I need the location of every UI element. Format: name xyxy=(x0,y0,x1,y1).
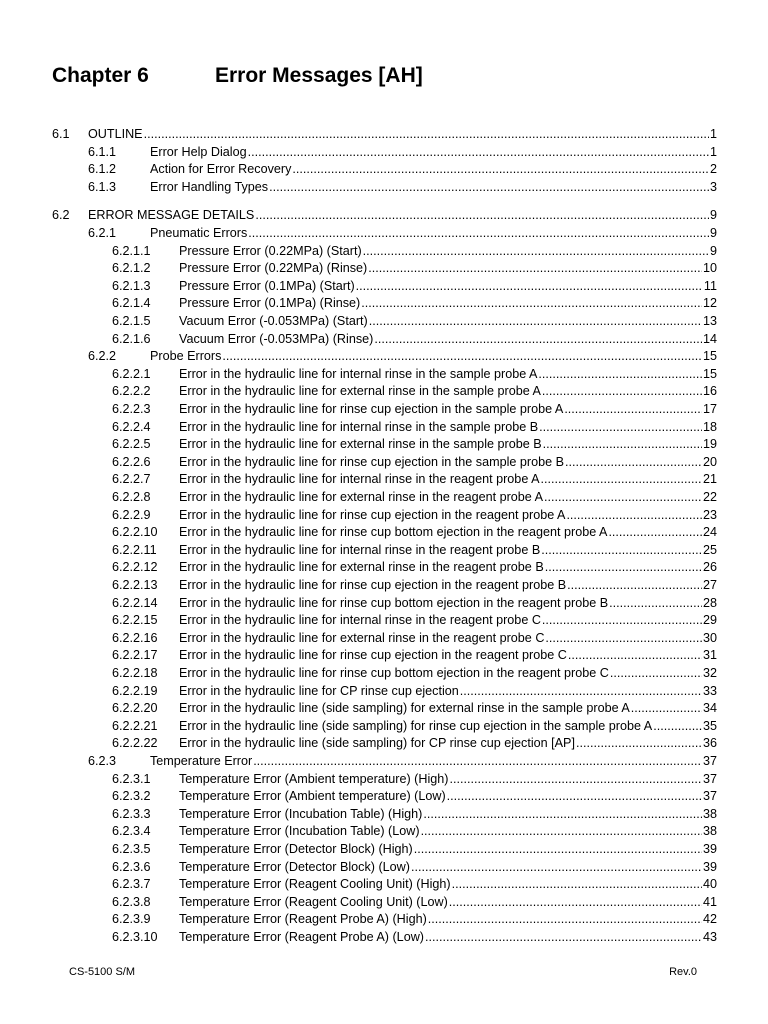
toc-leader-dots xyxy=(447,788,702,805)
toc-leader-dots xyxy=(369,313,702,330)
toc-entry[interactable] xyxy=(112,806,717,823)
toc-entry[interactable] xyxy=(112,243,717,260)
toc-entry-page: 33 xyxy=(702,683,717,698)
toc-entry-number: 6.2.2.9 xyxy=(112,507,151,522)
toc-entry-number: 6.2.2.15 xyxy=(112,613,158,628)
toc-entry-title: Temperature Error (Reagent Probe A) (High) xyxy=(179,912,427,927)
toc-entry-page: 14 xyxy=(702,331,717,346)
toc-leader-dots xyxy=(222,348,702,365)
toc-leader-dots xyxy=(566,507,702,524)
toc-entry-title: ERROR MESSAGE DETAILS xyxy=(88,208,255,223)
toc-entry-title: Error in the hydraulic line for rinse cup ejection in the reagent probe B xyxy=(179,578,567,592)
toc-entry[interactable] xyxy=(112,331,717,348)
toc-entry[interactable] xyxy=(112,612,717,629)
toc-entry-number: 6.2.1.5 xyxy=(112,314,151,328)
toc-entry-number: 6.2.2.19 xyxy=(112,683,158,698)
toc-entry-title: Vacuum Error (-0.053MPa) (Rinse) xyxy=(179,331,374,346)
toc-entry-page: 42 xyxy=(702,912,717,927)
toc-entry[interactable] xyxy=(112,278,717,295)
toc-entry[interactable] xyxy=(88,348,717,365)
toc-entry[interactable] xyxy=(112,383,717,400)
toc-entry-title: Error in the hydraulic line for internal rinse in the reagent probe B xyxy=(179,542,541,557)
toc-entry-page: 9 xyxy=(709,226,717,240)
toc-leader-dots xyxy=(653,718,702,735)
toc-leader-dots xyxy=(421,823,702,840)
toc-leader-dots xyxy=(414,841,702,858)
toc-entry-number: 6.2.3.9 xyxy=(112,912,151,927)
toc-entry-title: Temperature Error (Reagent Cooling Unit) (Low) xyxy=(179,894,448,909)
toc-entry-page: 37 xyxy=(702,754,717,768)
toc-entry-title: Pressure Error (0.1MPa) (Rinse) xyxy=(179,296,361,311)
toc-entry-page: 2 xyxy=(709,162,717,177)
toc-entry[interactable] xyxy=(112,683,717,700)
toc-leader-dots xyxy=(576,735,702,752)
toc-entry-title: Temperature Error (Reagent Probe A) (Low) xyxy=(179,930,424,944)
toc-entry-number: 6.1 xyxy=(52,127,70,141)
toc-entry-title: Error in the hydraulic line for external rinse in the sample probe A xyxy=(179,384,541,399)
toc-entry-title: Error in the hydraulic line for rinse cup ejection in the sample probe B xyxy=(179,454,565,469)
toc-entry-number: 6.2.2.2 xyxy=(112,384,151,399)
toc-entry-page: 10 xyxy=(702,261,717,276)
toc-leader-dots xyxy=(544,489,702,506)
toc-entry-page: 9 xyxy=(709,208,717,223)
toc-entry[interactable] xyxy=(112,454,717,471)
toc-entry[interactable] xyxy=(112,524,717,541)
toc-leader-dots xyxy=(631,700,702,717)
toc-entry-title: Error in the hydraulic line for external rinse in the sample probe B xyxy=(179,437,542,452)
toc-entry-title: Action for Error Recovery xyxy=(150,162,292,177)
toc-leader-dots xyxy=(449,894,702,911)
toc-entry[interactable] xyxy=(112,542,717,559)
toc-entry-number: 6.2.2.3 xyxy=(112,402,151,416)
toc-entry-page: 15 xyxy=(702,349,717,364)
toc-leader-dots xyxy=(568,647,702,664)
toc-leader-dots xyxy=(292,161,709,178)
toc-entry-title: Error in the hydraulic line (side sampling) for rinse cup ejection in the sample probe A xyxy=(179,718,653,733)
toc-entry-page: 22 xyxy=(702,490,717,504)
toc-leader-dots xyxy=(248,144,709,161)
toc-leader-dots xyxy=(460,683,702,700)
toc-entry-number: 6.2.3.5 xyxy=(112,842,151,856)
toc-entry-title: Temperature Error (Detector Block) (Low) xyxy=(179,859,410,874)
toc-entry[interactable] xyxy=(112,295,717,312)
toc-entry-title: Vacuum Error (-0.053MPa) (Start) xyxy=(179,314,368,328)
toc-entry-number: 6.2.3 xyxy=(88,754,117,768)
toc-entry[interactable] xyxy=(112,313,717,330)
toc-entry-number: 6.2.1 xyxy=(88,226,117,240)
toc-entry-number: 6.2.2.22 xyxy=(112,736,158,751)
toc-entry[interactable] xyxy=(112,911,717,928)
toc-entry[interactable] xyxy=(112,894,717,911)
toc-entry-number: 6.1.3 xyxy=(88,179,117,194)
toc-leader-dots xyxy=(565,454,702,471)
toc-entry-page: 27 xyxy=(702,578,717,592)
toc-entry-page: 24 xyxy=(702,525,717,540)
toc-leader-dots xyxy=(539,419,702,436)
toc-entry-page: 11 xyxy=(703,278,717,293)
toc-entry-title: Error in the hydraulic line for external rinse in the reagent probe A xyxy=(179,490,544,504)
toc-entry-page: 1 xyxy=(709,144,717,159)
toc-entry-page: 31 xyxy=(702,648,717,663)
toc-entry[interactable] xyxy=(112,929,717,946)
toc-entry-title: Temperature Error (Reagent Cooling Unit) (High) xyxy=(179,877,451,892)
toc-entry-page: 37 xyxy=(702,771,717,786)
toc-leader-dots xyxy=(356,278,703,295)
toc-leader-dots xyxy=(269,179,709,196)
toc-entry[interactable] xyxy=(88,144,717,161)
toc-entry[interactable] xyxy=(88,179,717,196)
toc-entry-title: Error in the hydraulic line for external rinse in the reagent probe B xyxy=(179,560,544,575)
toc-entry-page: 17 xyxy=(702,402,717,416)
toc-entry-page: 43 xyxy=(702,930,717,944)
toc-entry[interactable] xyxy=(112,419,717,436)
toc-entry[interactable] xyxy=(88,753,717,770)
toc-entry-number: 6.2.2.12 xyxy=(112,560,158,575)
toc-leader-dots xyxy=(248,225,709,242)
toc-entry-page: 34 xyxy=(702,701,717,716)
toc-entry[interactable] xyxy=(112,260,717,277)
toc-leader-dots xyxy=(609,595,702,612)
toc-leader-dots xyxy=(255,207,709,224)
toc-leader-dots xyxy=(361,295,702,312)
toc-entry[interactable] xyxy=(52,207,717,224)
toc-entry-number: 6.2.2.18 xyxy=(112,666,158,680)
toc-entry-number: 6.2.1.6 xyxy=(112,331,151,346)
toc-entry-page: 3 xyxy=(709,179,717,194)
toc-leader-dots xyxy=(610,665,702,682)
toc-entry-number: 6.2.2.13 xyxy=(112,578,158,592)
toc-entry-number: 6.2.3.8 xyxy=(112,894,151,909)
toc-entry-number: 6.1.1 xyxy=(88,144,117,159)
toc-entry-title: Pressure Error (0.1MPa) (Start) xyxy=(179,278,355,293)
toc-entry-page: 25 xyxy=(702,542,717,557)
toc-entry-page: 12 xyxy=(702,296,717,311)
toc-entry[interactable] xyxy=(112,507,717,524)
toc-entry[interactable] xyxy=(112,401,717,418)
toc-entry-title: Temperature Error (Detector Block) (High) xyxy=(179,842,413,856)
toc-entry-number: 6.2.3.4 xyxy=(112,824,151,839)
toc-entry-number: 6.2.1.2 xyxy=(112,261,151,276)
toc-leader-dots xyxy=(545,630,702,647)
toc-entry-title: Error in the hydraulic line (side sampling) for CP rinse cup ejection [AP] xyxy=(179,736,575,751)
toc-entry-page: 1 xyxy=(709,127,717,141)
toc-entry-page: 28 xyxy=(702,595,717,610)
toc-entry-title: Error in the hydraulic line for rinse cup bottom ejection in the reagent probe B xyxy=(179,595,609,610)
toc-leader-dots xyxy=(608,524,702,541)
toc-entry-title: OUTLINE xyxy=(88,127,143,141)
toc-entry[interactable] xyxy=(112,859,717,876)
toc-entry-number: 6.2.2.17 xyxy=(112,648,158,663)
toc-entry[interactable] xyxy=(112,788,717,805)
toc-entry[interactable] xyxy=(112,718,717,735)
toc-entry-page: 9 xyxy=(709,243,717,258)
toc-leader-dots xyxy=(425,929,702,946)
toc-entry-title: Probe Errors xyxy=(150,349,222,364)
toc-entry-number: 6.2.1.4 xyxy=(112,296,151,311)
toc-entry[interactable] xyxy=(112,665,717,682)
toc-entry-number: 6.2.2.4 xyxy=(112,419,151,434)
toc-entry-title: Pressure Error (0.22MPa) (Start) xyxy=(179,243,362,258)
toc-entry[interactable] xyxy=(88,161,717,178)
toc-leader-dots xyxy=(374,331,702,348)
toc-leader-dots xyxy=(564,401,702,418)
toc-entry-number: 6.2.2 xyxy=(88,349,117,364)
toc-entry-number: 6.2.2.8 xyxy=(112,490,151,504)
toc-leader-dots xyxy=(542,383,702,400)
footer-document-id: CS-5100 S/M xyxy=(69,966,136,978)
toc-entry-page: 15 xyxy=(702,366,717,381)
toc-entry-title: Error in the hydraulic line for internal rinse in the reagent probe C xyxy=(179,613,541,628)
toc-entry-number: 6.2.3.6 xyxy=(112,859,151,874)
toc-entry-title: Error in the hydraulic line for rinse cup ejection in the sample probe A xyxy=(179,402,564,416)
toc-leader-dots xyxy=(541,542,702,559)
toc-leader-dots xyxy=(411,859,702,876)
toc-entry-page: 35 xyxy=(702,718,717,733)
toc-entry-title: Error in the hydraulic line for rinse cup bottom ejection in the reagent probe A xyxy=(179,525,608,540)
toc-entry[interactable] xyxy=(112,771,717,788)
toc-entry-page: 40 xyxy=(702,877,717,892)
toc-leader-dots xyxy=(545,559,702,576)
toc-entry-title: Error in the hydraulic line for internal rinse in the reagent probe A xyxy=(179,472,540,487)
toc-leader-dots xyxy=(368,260,702,277)
toc-entry-title: Error in the hydraulic line for rinse cup ejection in the reagent probe C xyxy=(179,648,567,663)
toc-entry-page: 38 xyxy=(702,806,717,821)
toc-entry-page: 19 xyxy=(702,437,717,452)
toc-entry[interactable] xyxy=(112,471,717,488)
toc-leader-dots xyxy=(428,911,702,928)
toc-entry-number: 6.2.1.3 xyxy=(112,278,151,293)
toc-entry-page: 26 xyxy=(702,560,717,575)
toc-entry-title: Temperature Error xyxy=(150,754,253,768)
toc-entry-number: 6.2.2.14 xyxy=(112,595,158,610)
toc-entry[interactable] xyxy=(112,577,717,594)
toc-entry-page: 39 xyxy=(702,842,717,856)
toc-entry-page: 18 xyxy=(702,419,717,434)
toc-entry-number: 6.2.2.11 xyxy=(112,542,157,557)
toc-entry-page: 30 xyxy=(702,630,717,645)
toc-entry-number: 6.2.3.10 xyxy=(112,930,158,944)
toc-entry-page: 37 xyxy=(702,789,717,804)
toc-entry-page: 41 xyxy=(702,894,717,909)
toc-leader-dots xyxy=(452,876,702,893)
toc-entry-number: 6.2.1.1 xyxy=(112,243,151,258)
toc-leader-dots xyxy=(538,366,702,383)
toc-entry-number: 6.2.2.6 xyxy=(112,454,151,469)
toc-entry[interactable] xyxy=(112,876,717,893)
toc-entry-number: 6.2.3.2 xyxy=(112,789,151,804)
toc-entry-page: 39 xyxy=(702,859,717,874)
toc-entry[interactable] xyxy=(112,823,717,840)
toc-entry-title: Pressure Error (0.22MPa) (Rinse) xyxy=(179,261,368,276)
toc-entry-page: 16 xyxy=(702,384,717,399)
toc-entry[interactable] xyxy=(112,436,717,453)
toc-entry-number: 6.2.2.1 xyxy=(112,366,151,381)
toc-entry-number: 6.2.3.3 xyxy=(112,806,151,821)
chapter-title: Error Messages [AH] xyxy=(215,64,423,87)
toc-entry-number: 6.2.2.7 xyxy=(112,472,151,487)
toc-entry-page: 38 xyxy=(702,824,717,839)
toc-entry-number: 6.2.3.1 xyxy=(112,771,151,786)
toc-entry-number: 6.1.2 xyxy=(88,162,117,177)
toc-entry[interactable] xyxy=(112,647,717,664)
toc-entry-title: Temperature Error (Incubation Table) (High) xyxy=(179,806,423,821)
toc-entry[interactable] xyxy=(112,489,717,506)
toc-leader-dots xyxy=(449,771,702,788)
chapter-number: Chapter 6 xyxy=(52,64,149,87)
footer-revision: Rev.0 xyxy=(669,966,697,978)
toc-entry-number: 6.2.2.16 xyxy=(112,630,158,645)
toc-entry-title: Error in the hydraulic line for rinse cup ejection in the reagent probe A xyxy=(179,507,566,522)
toc-entry[interactable] xyxy=(112,630,717,647)
toc-entry-title: Temperature Error (Ambient temperature) (High) xyxy=(179,771,449,786)
toc-entry-title: Error in the hydraulic line for external rinse in the reagent probe C xyxy=(179,630,545,645)
toc-entry-number: 6.2.3.7 xyxy=(112,877,151,892)
toc-entry[interactable] xyxy=(88,225,717,242)
toc-leader-dots xyxy=(363,243,709,260)
toc-entry-title: Temperature Error (Incubation Table) (Low) xyxy=(179,824,420,839)
toc-leader-dots xyxy=(542,612,702,629)
toc-entry-page: 32 xyxy=(702,666,717,680)
toc-entry-page: 20 xyxy=(702,454,717,469)
toc-entry-title: Error Help Dialog xyxy=(150,144,247,159)
toc-leader-dots xyxy=(144,126,709,143)
toc-entry-title: Error in the hydraulic line for internal rinse in the sample probe B xyxy=(179,419,539,434)
toc-entry-number: 6.2.2.21 xyxy=(112,718,158,733)
toc-entry-number: 6.2 xyxy=(52,208,70,223)
toc-entry[interactable] xyxy=(112,700,717,717)
toc-entry-page: 13 xyxy=(702,314,717,328)
toc-leader-dots xyxy=(253,753,702,770)
toc-entry[interactable] xyxy=(112,595,717,612)
toc-entry-page: 21 xyxy=(702,472,717,487)
toc-entry[interactable] xyxy=(112,366,717,383)
toc-entry-number: 6.2.2.10 xyxy=(112,525,158,540)
toc-entry[interactable] xyxy=(112,841,717,858)
toc-entry-title: Error in the hydraulic line for internal rinse in the sample probe A xyxy=(179,366,538,381)
toc-entry[interactable] xyxy=(112,559,717,576)
toc-leader-dots xyxy=(543,436,702,453)
toc-entry-title: Pneumatic Errors xyxy=(150,226,248,240)
toc-leader-dots xyxy=(541,471,702,488)
toc-leader-dots xyxy=(567,577,702,594)
toc-entry[interactable] xyxy=(52,126,717,143)
toc-leader-dots xyxy=(423,806,702,823)
toc-entry[interactable] xyxy=(112,735,717,752)
toc-entry-title: Error in the hydraulic line (side sampling) for external rinse in the sample probe A xyxy=(179,701,630,716)
toc-entry-page: 36 xyxy=(702,736,717,751)
toc-entry-number: 6.2.2.5 xyxy=(112,437,151,452)
toc-entry-page: 23 xyxy=(702,507,717,522)
toc-entry-title: Temperature Error (Ambient temperature) (Low) xyxy=(179,789,446,804)
toc-entry-title: Error Handling Types xyxy=(150,179,269,194)
toc-entry-page: 29 xyxy=(702,613,717,628)
toc-entry-title: Error in the hydraulic line for CP rinse cup ejection xyxy=(179,683,459,698)
toc-entry-number: 6.2.2.20 xyxy=(112,701,158,716)
toc-entry-title: Error in the hydraulic line for rinse cup bottom ejection in the reagent probe C xyxy=(179,666,609,680)
